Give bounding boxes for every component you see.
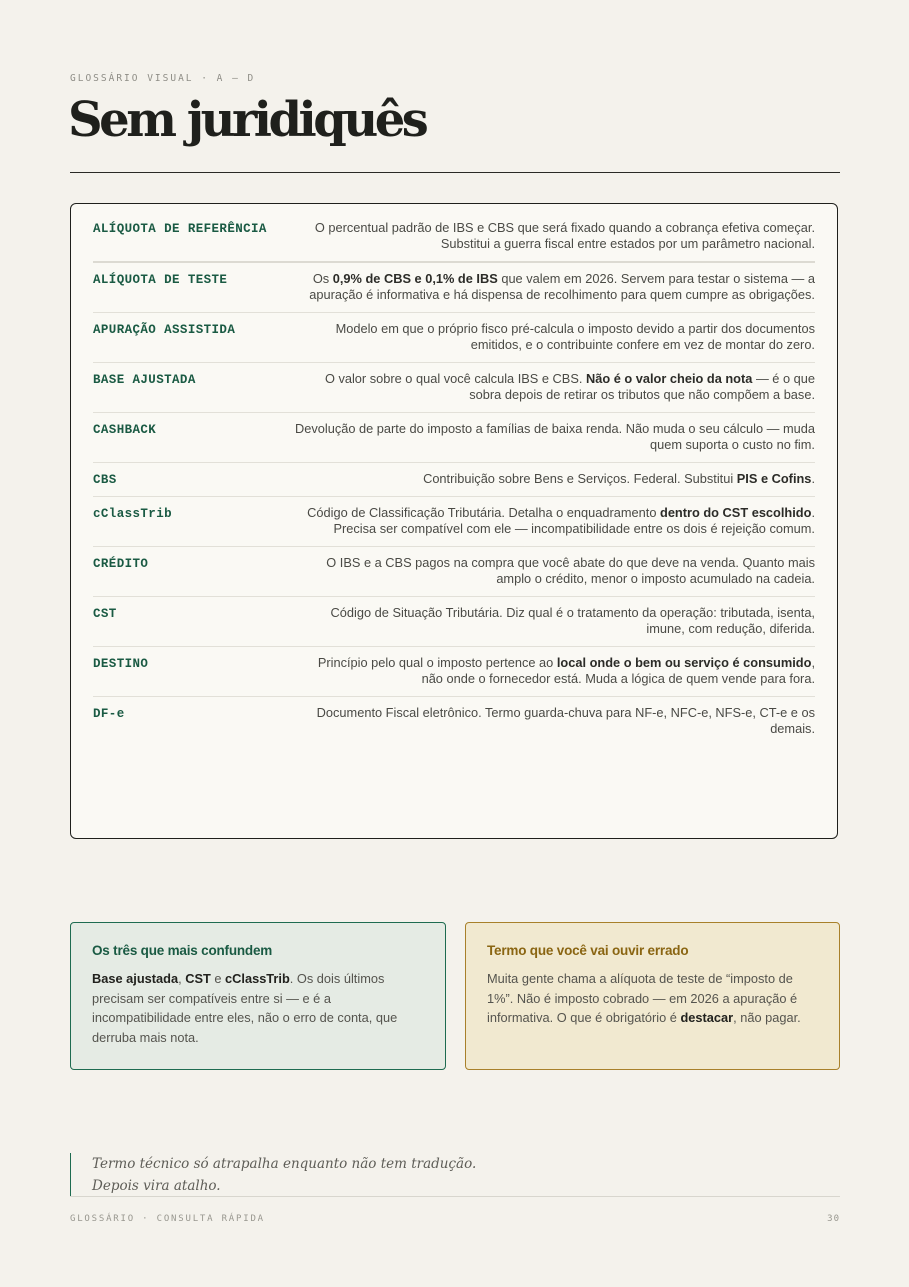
glossary-row	[93, 363, 815, 413]
glossary-definition: Princípio pelo qual o imposto pertence ao local onde o bem ou serviço é consumido, não onde o fornecedor está. Muda a lógica de quem vende para fora.	[317, 655, 815, 686]
glossary-term: DESTINO	[93, 657, 149, 671]
glossary-term: ALÍQUOTA DE TESTE	[93, 273, 228, 287]
glossary-term: CRÉDITO	[93, 557, 149, 571]
glossary-term: BASE AJUSTADA	[93, 373, 196, 387]
glossary-row	[93, 497, 815, 547]
glossary-term: CBS	[93, 473, 117, 487]
glossary-term: DF-e	[93, 707, 125, 721]
glossary-row	[93, 463, 815, 497]
glossary-table	[70, 203, 838, 839]
card-body: Muita gente chama a alíquota de teste de “imposto de 1%”. Não é imposto cobrado — em 2026 a apuração é informativa. O que é obrigatório é destacar, não pagar.	[487, 971, 801, 1025]
glossary-row	[93, 597, 815, 647]
title-divider	[70, 172, 840, 173]
footer-section-label: GLOSSÁRIO · CONSULTA RÁPIDA	[70, 1214, 265, 1224]
glossary-definition: Devolução de parte do imposto a famílias de baixa renda. Não muda o seu cálculo — muda quem suporta o custo no fim.	[295, 421, 815, 452]
glossary-definition: O IBS e a CBS pagos na compra que você abate do que deve na venda. Quanto mais amplo o crédito, menor o imposto acumulado na cadeia.	[326, 555, 815, 586]
glossary-definition: Os 0,9% de CBS e 0,1% de IBS que valem em 2026. Servem para testar o sistema — a apuração é informativa e há dispensa de recolhimento para quem cumpre as obrigações.	[309, 271, 815, 302]
glossary-term: CST	[93, 607, 117, 621]
glossary-term: CASHBACK	[93, 423, 157, 437]
glossary-definition: Código de Classificação Tributária. Detalha o enquadramento dentro do CST escolhido. Precisa ser compatível com ele — incompatibilidade entre os dois é rejeição comum.	[307, 505, 815, 536]
glossary-row	[93, 547, 815, 597]
glossary-row	[93, 697, 815, 746]
glossary-term: cClassTrib	[93, 507, 173, 521]
glossary-row	[93, 263, 815, 313]
misheard-term-card	[465, 922, 840, 1070]
card-title: Os três que mais confundem	[92, 943, 273, 958]
glossary-definition: Código de Situação Tributária. Diz qual é o tratamento da operação: tributada, isenta, imune, com redução, diferida.	[330, 605, 815, 636]
glossary-row	[93, 313, 815, 363]
page-number: 30	[827, 1214, 840, 1224]
footer-divider	[70, 1196, 840, 1197]
glossary-row	[93, 413, 815, 463]
page-title: Sem juridiquês	[68, 92, 426, 148]
card-body: Base ajustada, CST e cClassTrib. Os dois últimos precisam ser compatíveis entre si — e é a incompatibilidade entre eles, não o erro de conta, que derruba mais nota.	[92, 971, 398, 1045]
card-title: Termo que você vai ouvir errado	[487, 943, 689, 958]
glossary-definition: Modelo em que o próprio fisco pré-calcula o imposto devido a partir dos documentos emitidos, e o contribuinte confere em vez de montar do zero.	[335, 321, 815, 352]
glossary-definition: O valor sobre o qual você calcula IBS e CBS. Não é o valor cheio da nota — é o que sobra depois de retirar os tributos que não compõem a base.	[324, 371, 815, 402]
glossary-row	[93, 647, 815, 697]
glossary-row	[93, 212, 815, 263]
glossary-definition: Contribuição sobre Bens e Serviços. Federal. Substitui PIS e Cofins.	[423, 471, 815, 486]
confusing-terms-card	[70, 922, 446, 1070]
section-kicker: GLOSSÁRIO VISUAL · A — D	[70, 73, 256, 84]
quote-line: Termo técnico só atrapalha enquanto não tem tradução.	[92, 1156, 477, 1172]
quote-line: Depois vira atalho.	[92, 1178, 221, 1194]
pull-quote	[70, 1153, 476, 1197]
glossary-term: APURAÇÃO ASSISTIDA	[93, 323, 236, 337]
glossary-term: ALÍQUOTA DE REFERÊNCIA	[93, 222, 267, 236]
glossary-definition: Documento Fiscal eletrônico. Termo guarda-chuva para NF-e, NFC-e, NFS-e, CT-e e os demais.	[316, 705, 815, 736]
glossary-definition: O percentual padrão de IBS e CBS que será fixado quando a cobrança efetiva começar. Substitui a guerra fiscal entre estados por um parâmetro nacional.	[314, 220, 815, 251]
